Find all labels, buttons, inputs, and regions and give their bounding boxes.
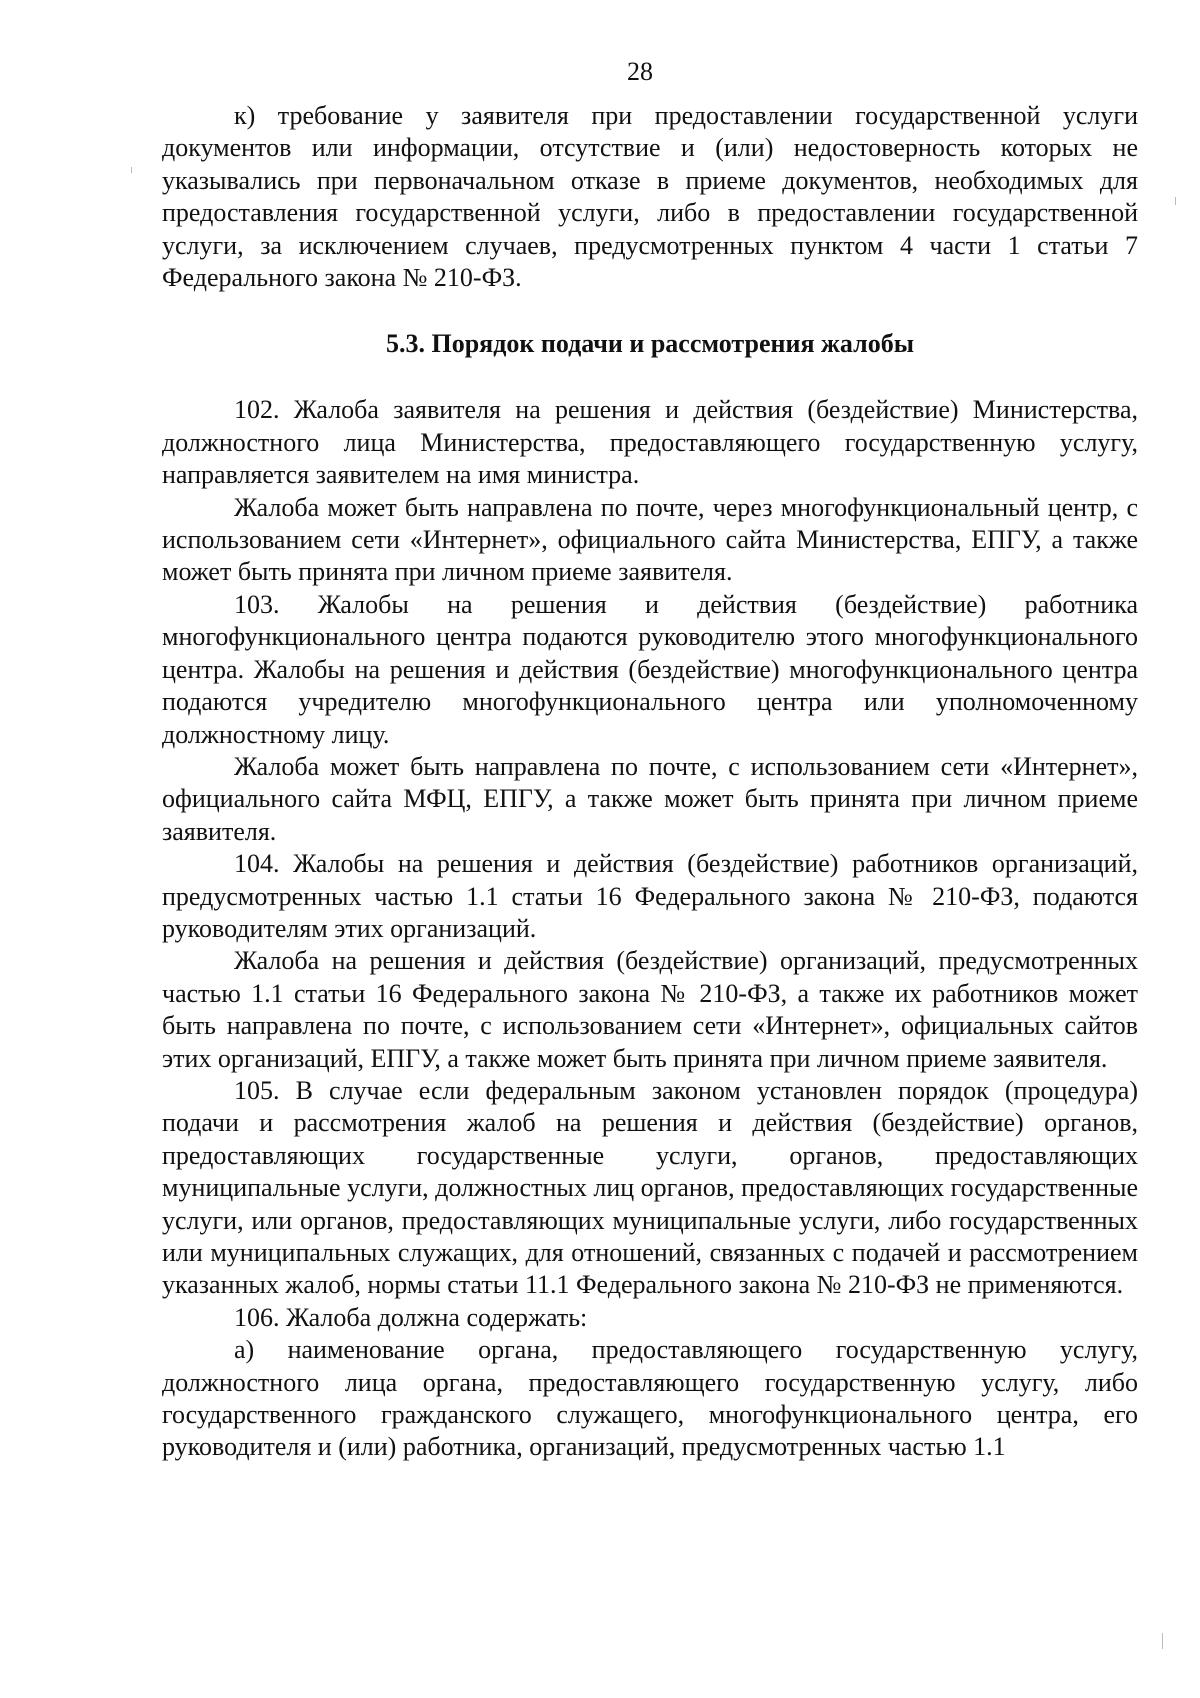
- paragraph-103-channels: Жалоба может быть направлена по почте, с использованием сети «Интернет», официального сайта МФЦ, ЕПГУ, а также может быть принята при личном приеме заявителя.: [162, 751, 1138, 846]
- paragraph-104-channels: Жалоба на решения и действия (бездействие) организаций, предусмотренных частью 1.1 статьи 16 Федерального закона № 210-ФЗ, а также их работников может быть направлена по почте, с использованием сети «Интернет», официальных сайтов этих организаций, ЕПГУ, а также может быть принята при личном приеме заявителя.: [162, 946, 1138, 1073]
- paragraph-106-a: а) наименование органа, предоставляющего государственную услугу, должностного лица органа, предоставляющего государственную услугу, либо государственного гражданского служащего, многофункционального центра, его руководителя и (или) работника, организаций, предусмотренных частью 1.1: [162, 1335, 1138, 1462]
- page-number: 28: [627, 57, 653, 86]
- paragraph-106: 106. Жалоба должна содержать:: [234, 1302, 588, 1332]
- scan-artifact: [1162, 1633, 1163, 1649]
- paragraph-103: 103. Жалобы на решения и действия (бездействие) работника многофункционального центра подаются руководителю этого многофункционального центра. Жалобы на решения и действия (бездействие) многофункционального центра подаются учредителю многофункционального центра или уполномоченному должностному лицу.: [162, 589, 1138, 749]
- document-body: [162, 100, 1138, 1464]
- section-heading: 5.3. Порядок подачи и рассмотрения жалобы: [386, 329, 914, 359]
- paragraph-102-channels: Жалоба может быть направлена по почте, через многофункциональный центр, с использованием сети «Интернет», официального сайта Министерства, ЕПГУ, а также может быть принята при личном приеме заявителя.: [162, 492, 1138, 587]
- scan-artifact: [1175, 197, 1176, 205]
- paragraph-104: 104. Жалобы на решения и действия (бездействие) работников организаций, предусмотренных частью 1.1 статьи 16 Федерального закона № 210-ФЗ, подаются руководителям этих организаций.: [162, 849, 1138, 943]
- paragraph-102: 102. Жалоба заявителя на решения и действия (бездействие) Министерства, должностного лица Министерства, предоставляющего государственную услугу, направляется заявителем на имя министра.: [162, 395, 1138, 490]
- paragraph-105: 105. В случае если федеральным законом установлен порядок (процедура) подачи и рассмотрения жалоб на решения и действия (бездействие) органов, предоставляющих государственные услуги, органов, предоставляющих муниципальные услуги, должностных лиц органов, предоставляющих государственные услуги, или органов, предоставляющих муниципальные услуги, либо государственных или муниципальных служащих, для отношений, связанных с подачей и рассмотрением указанных жалоб, нормы статьи 11.1 Федерального закона № 210-ФЗ не применяются.: [162, 1075, 1138, 1300]
- paragraph-item-k: к) требование у заявителя при предоставлении государственной услуги документов или информации, отсутствие и (или) недостоверность которых не указывались при первоначальном отказе в приеме документов, необходимых для предоставления государственной услуги, либо в предоставлении государственной услуги, за исключением случаев, предусмотренных пунктом 4 части 1 статьи 7 Федерального закона № 210-ФЗ.: [162, 101, 1138, 293]
- scan-artifact: [131, 167, 132, 173]
